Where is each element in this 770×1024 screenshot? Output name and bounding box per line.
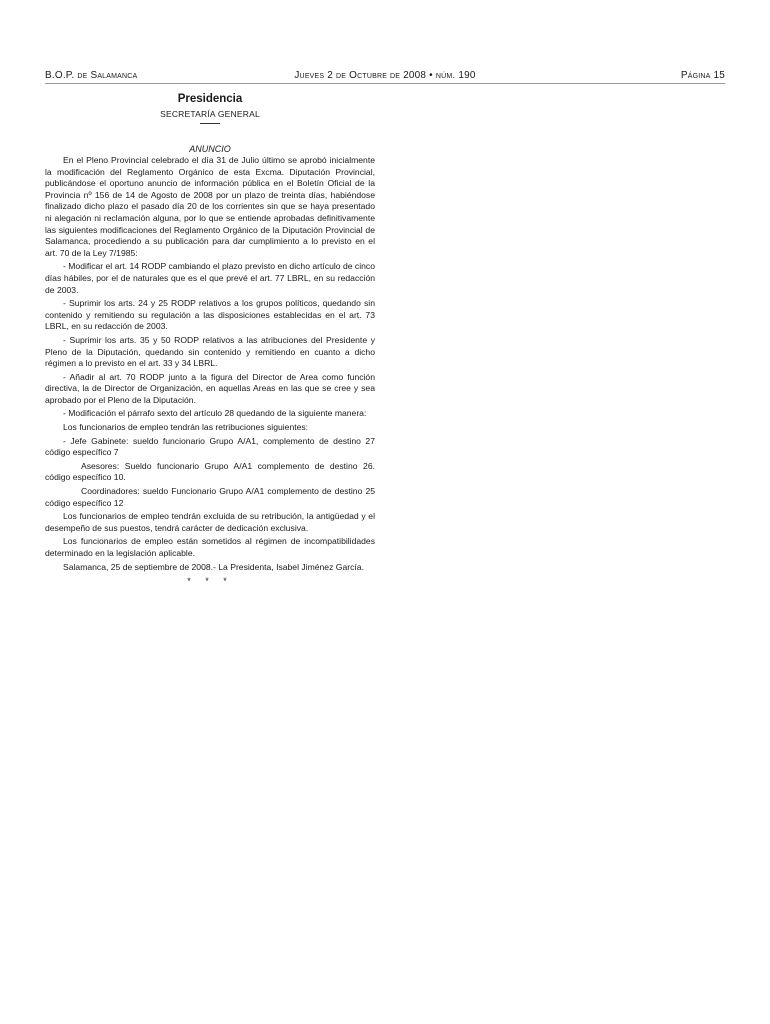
section-title: Presidencia xyxy=(177,93,243,105)
section-separator: * * * xyxy=(187,576,233,587)
notice-paragraph: Los funcionarios de empleo tendrán excluida de su retribución, la antigüedad y el desempeño de sus puestos, tendrá carácter de dedicación exclusiva. xyxy=(45,511,375,533)
section-subtitle: SECRETARÍA GENERAL xyxy=(160,109,260,119)
notice-paragraph: - Añadir al art. 70 RODP junto a la figura del Director de Area como función directiva, la de Director de Organización, en aquellas Areas en las que se cree y sea aprobado por el Pleno de la Diputación. xyxy=(45,371,375,405)
page-number: Página 15 xyxy=(680,70,725,81)
notice-paragraph: Asesores: Sueldo funcionario Grupo A/A1 complemento de destino 26. código específico 10. xyxy=(45,460,375,483)
title-divider xyxy=(200,123,220,124)
notice-paragraph: Los funcionarios de empleo están sometidos al régimen de incompatibilidades determinado en la legislación aplicable. xyxy=(45,536,375,558)
notice-paragraph: En el Pleno Provincial celebrado el día 31 de Julio último se aprobó inicialmente la modificación del Reglamento Orgánico de esta Excma. Diputación Provincial, publicándose el oportuno anuncio de información pública en el Boletín Oficial de la Provincia nº 156 de 14 de Agosto de 2008 por un plazo de treinta días, habiéndose finalizado dicho plazo el pasado día 20 de los corrientes sin que se haya presentado ni alegación ni reclamación alguna, por lo que se entiende aprobadas definitivamente las siguientes modificaciones del Reglamento Orgánico de la Diputación Provincial de Salamanca, procediendo a su publicación para dar cumplimiento a lo previsto en el art. 70 de la Ley 7/1985: xyxy=(45,155,375,258)
notice-paragraph: - Jefe Gabinete: sueldo funcionario Grupo A/A1, complemento de destino 27 código específico 7 xyxy=(45,435,375,458)
notice-signature: Salamanca, 25 de septiembre de 2008.- La Presidenta, Isabel Jiménez García. xyxy=(63,561,364,572)
publication-name: B.O.P. de Salamanca xyxy=(45,70,138,81)
notice-heading: ANUNCIO xyxy=(189,144,231,154)
page-header xyxy=(45,69,725,84)
notice-paragraph: Coordinadores: sueldo Funcionario Grupo A/A1 complemento de destino 25 código específico 12 xyxy=(45,486,375,508)
notice-paragraph: - Suprimir los arts. 35 y 50 RODP relativos a las atribuciones del Presidente y Pleno de la Diputación, quedando sin contenido y remitiendo en cuanto a dicho régimen a lo previsto en el art. 33 y 34 LBRL. xyxy=(45,334,375,369)
notice-paragraph: - Suprimir los arts. 24 y 25 RODP relativos a los grupos políticos, quedando sin contenido y remitiendo su regulación a las disposiciones establecidas en el art. 73 LBRL, en su redacción de 2003. xyxy=(45,298,375,332)
notice-paragraph: - Modificar el art. 14 RODP cambiando el plazo previsto en dicho artículo de cinco días hábiles, por el de naturales que es el que prevé el art. 77 LBRL, en su redacción de 2003. xyxy=(45,261,375,295)
notice-paragraph: Los funcionarios de empleo tendrán las retribuciones siguientes: xyxy=(63,422,309,433)
issue-date: Jueves 2 de Octubre de 2008 • núm. 190 xyxy=(294,70,476,81)
content-column xyxy=(45,92,375,587)
notice-paragraph: - Modificación el párrafo sexto del artículo 28 quedando de la siguiente manera: xyxy=(63,408,367,419)
